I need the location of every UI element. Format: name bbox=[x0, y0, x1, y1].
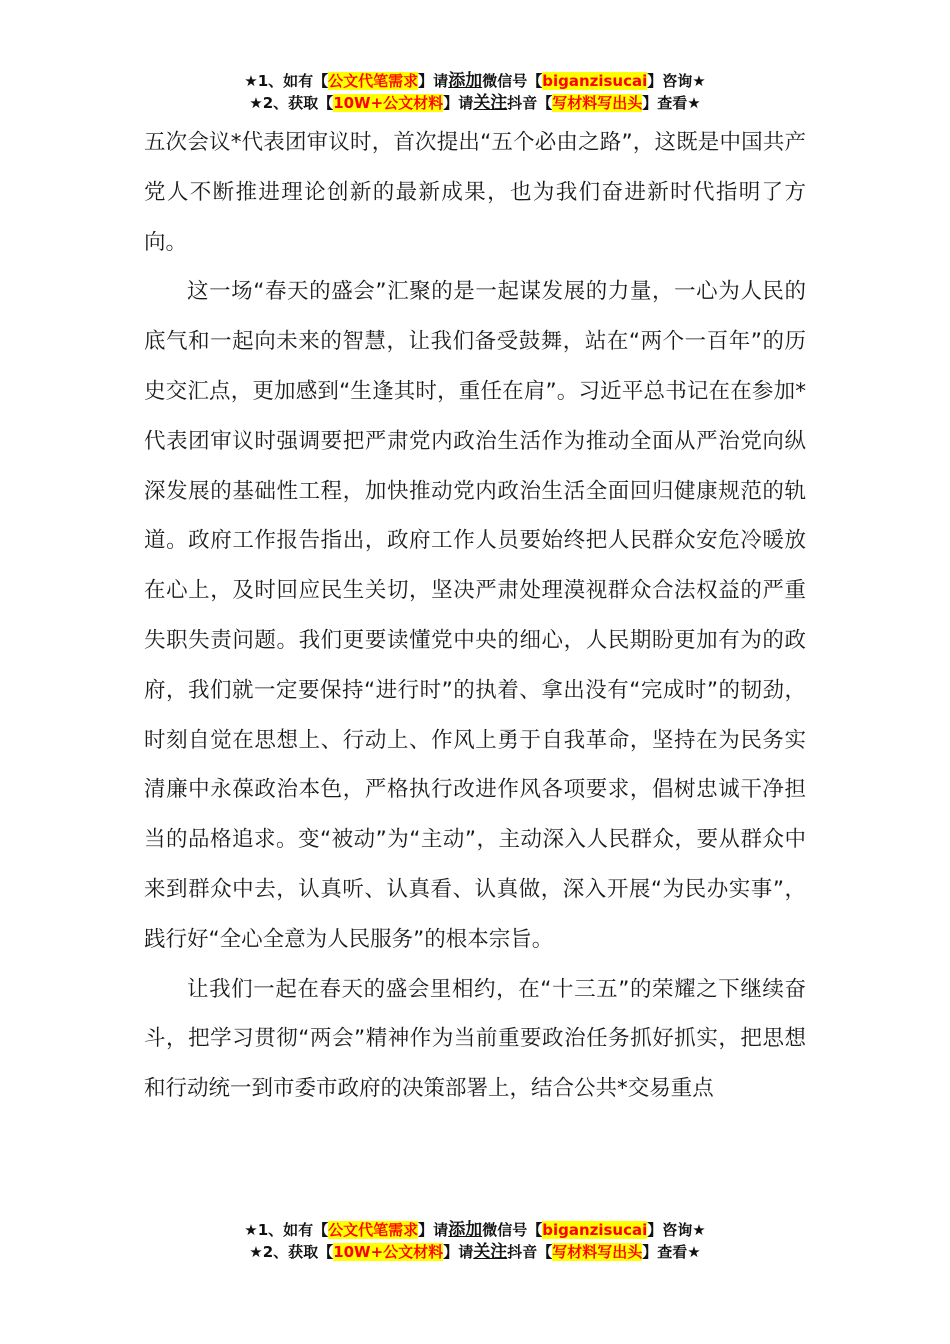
paragraph-1: 五次会议*代表团审议时，首次提出“五个必由之路”，这既是中国共产党人不断推进理论创新的最新成果，也为我们奋进新时代指明了方向。 bbox=[144, 130, 806, 255]
highlight-materials: 10W+公文材料 bbox=[333, 94, 444, 112]
banner-line-2: ★2、获取【10W+公文材料】请关注抖音【写材料写出头】查看★ bbox=[249, 93, 701, 113]
footer-line-2: ★2、获取【10W+公文材料】请关注抖音【写材料写出头】查看★ bbox=[249, 1242, 701, 1262]
paragraph-2: 这一场“春天的盛会”汇聚的是一起谋发展的力量，一心为人民的底气和一起向未来的智慧，让我们备受鼓舞，站在“两个一百年”的历史交汇点，更加感到“生逢其时，重任在肩”。习近平总书记在在参加*代表团审议时强调要把严肃党内政治生活作为推动全面从严治党向纵深发展的基础性工程，加快推动党内政治生活全面回归健康规范的轨道。政府工作报告指出，政府工作人员要始终把人民群众安危冷暖放在心上，及时回应民生关切，坚决严肃处理漠视群众合法权益的严重失职失责问题。我们更要读懂党中央的细心，人民期盼更加有为的政府，我们就一定要保持“进行时”的执着、拿出没有“完成时”的韧劲，时刻自觉在思想上、行动上、作风上勇于自我革命，坚持在为民务实清廉中永葆政治本色，严格执行改进作风各项要求，倡树忠诚干净担当的品格追求。变“被动”为“主动”，主动深入人民群众，要从群众中来到群众中去，认真听、认真看、认真做，深入开展“为民办实事”，践行好“全心全意为人民服务”的根本宗旨。 bbox=[144, 279, 806, 952]
highlight-service: 公文代笔需求 bbox=[328, 72, 419, 90]
footer-banner bbox=[0, 1219, 950, 1263]
highlight-wechat-id: biganzisucai bbox=[542, 72, 648, 90]
highlight-douyin: 写材料写出头 bbox=[552, 94, 643, 112]
header-banner bbox=[0, 70, 950, 114]
footer-line-1: ★1、如有【公文代笔需求】请添加微信号【biganzisucai】咨询★ bbox=[244, 1220, 706, 1240]
banner-line-1: ★1、如有【公文代笔需求】请添加微信号【biganzisucai】咨询★ bbox=[244, 71, 706, 91]
document-body bbox=[144, 118, 806, 1114]
paragraph-3: 让我们一起在春天的盛会里相约，在“十三五”的荣耀之下继续奋斗，把学习贯彻“两会”精神作为当前重要政治任务抓好抓实，把思想和行动统一到市委市政府的决策部署上，结合公共*交易重点 bbox=[144, 976, 806, 1102]
